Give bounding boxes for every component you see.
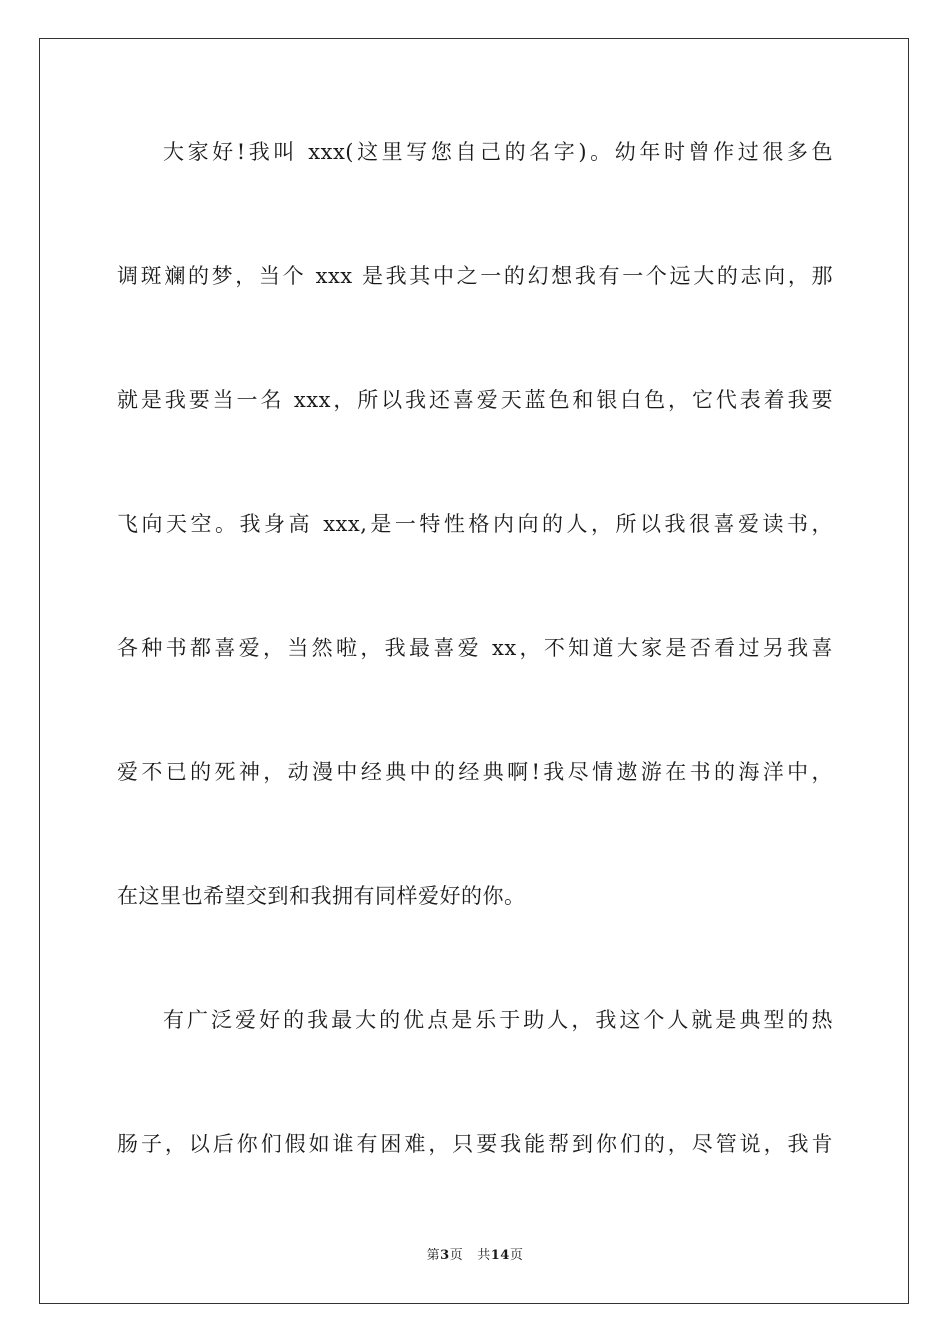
paragraph-1-line-5: 各种书都喜爱，当然啦，我最喜爱 xx，不知道大家是否看过另我喜: [117, 636, 833, 660]
paragraph-2-line-1: 有广泛爱好的我最大的优点是乐于助人，我这个人就是典型的热: [163, 1008, 833, 1032]
paragraph-1-line-2: 调斑斓的梦，当个 xxx 是我其中之一的幻想我有一个远大的志向，那: [117, 264, 833, 288]
page-suffix: 页: [449, 1248, 464, 1263]
paragraph-1-line-3: 就是我要当一名 xxx，所以我还喜爱天蓝色和银白色，它代表着我要: [117, 388, 833, 412]
page-number: 3: [440, 1248, 450, 1263]
total-suffix: 页: [509, 1248, 524, 1263]
page-border: [39, 38, 909, 1304]
paragraph-1-line-6: 爱不已的死神，动漫中经典中的经典啊!我尽情遨游在书的海洋中，: [117, 760, 833, 784]
page-prefix: 第: [426, 1248, 441, 1263]
paragraph-1-line-7: 在这里也希望交到和我拥有同样爱好的你。: [117, 884, 526, 908]
total-pages: 14: [490, 1248, 510, 1263]
paragraph-1-line-1: 大家好!我叫 xxx(这里写您自己的名字)。幼年时曾作过很多色: [163, 140, 833, 164]
page-footer: [0, 1244, 950, 1263]
total-prefix: 共: [477, 1248, 491, 1263]
paragraph-1-line-4: 飞向天空。我身高 xxx,是一特性格内向的人，所以我很喜爱读书，: [117, 512, 833, 536]
paragraph-2-line-2: 肠子，以后你们假如谁有困难，只要我能帮到你们的，尽管说，我肯: [117, 1132, 833, 1156]
